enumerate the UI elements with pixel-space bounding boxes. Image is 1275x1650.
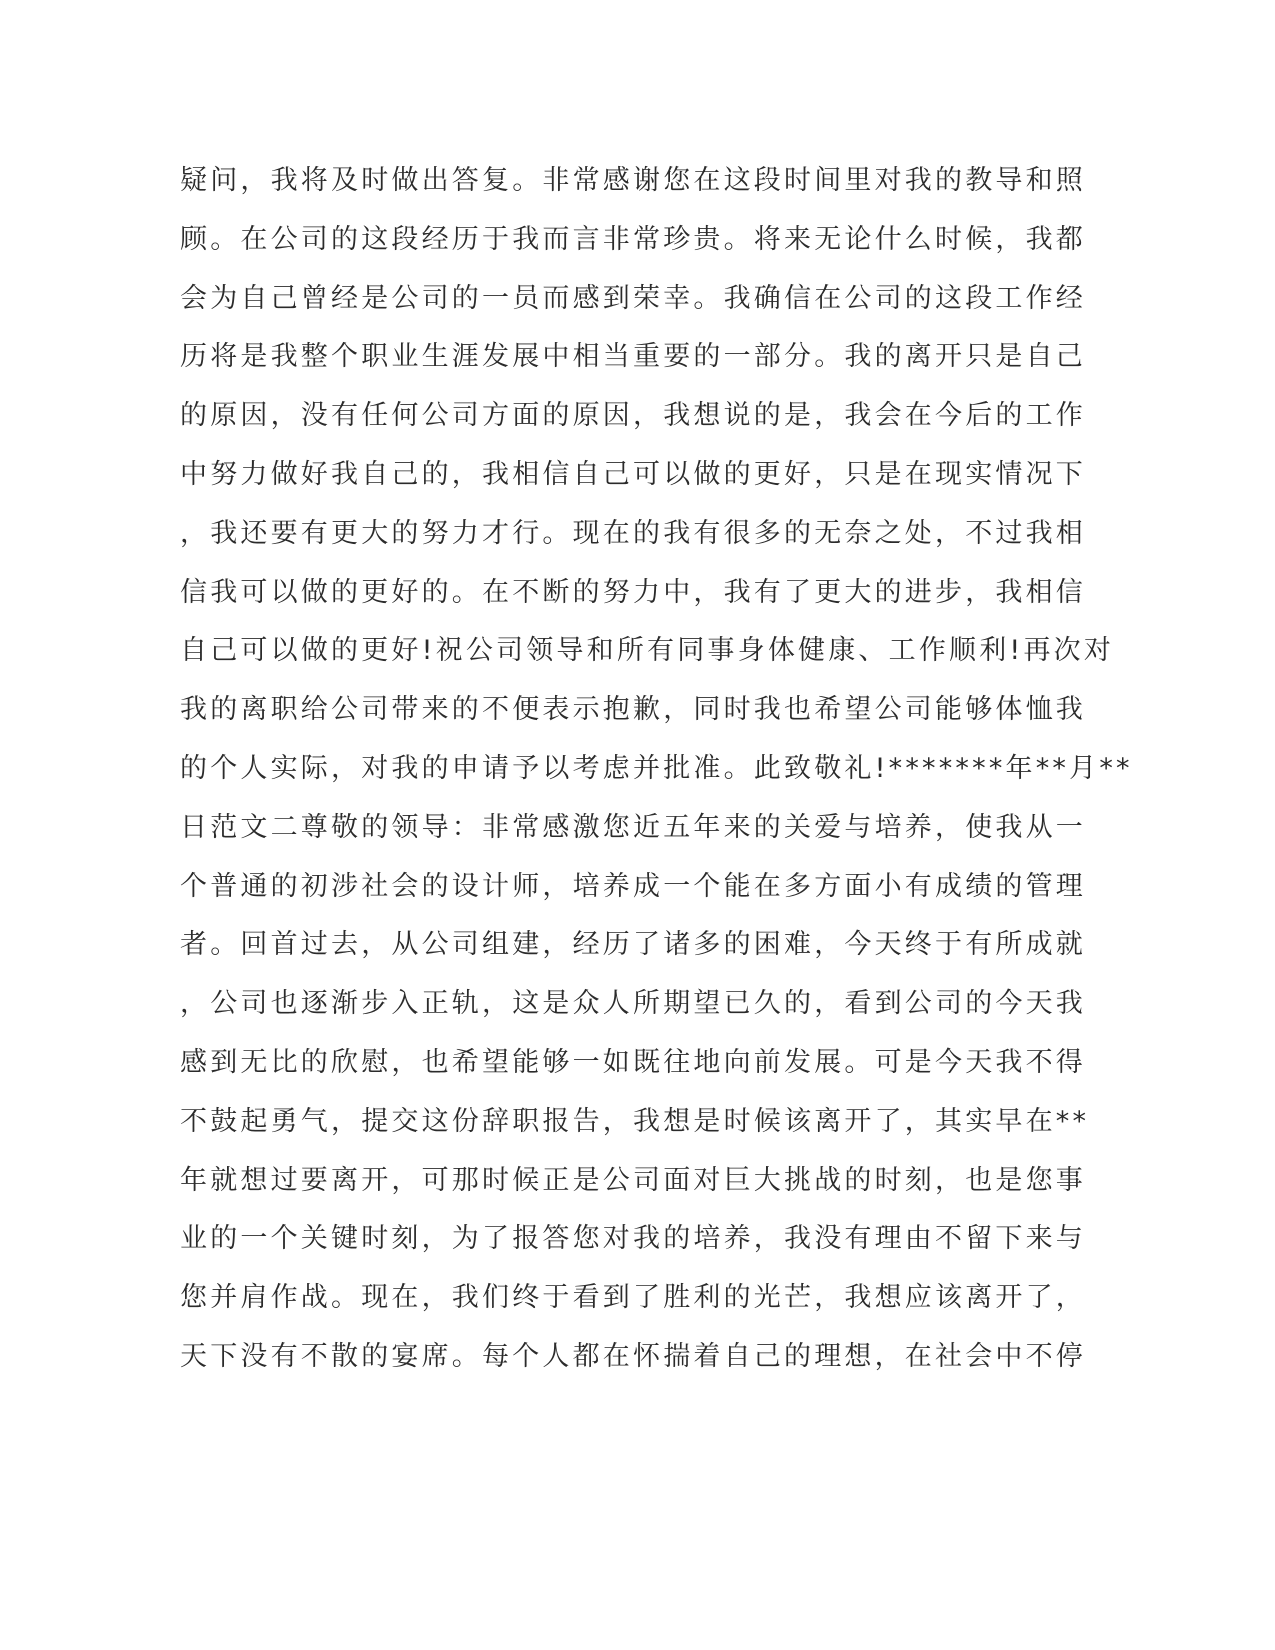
text-line: 会为自己曾经是公司的一员而感到荣幸。我确信在公司的这段工作经 (180, 282, 1086, 314)
text-line: 顾。在公司的这段经历于我而言非常珍贵。将来无论什么时候，我都 (180, 223, 1086, 255)
text-line: 者。回首过去，从公司组建，经历了诸多的困难，今天终于有所成就 (180, 929, 1086, 961)
text-line: 感到无比的欣慰，也希望能够一如既往地向前发展。可是今天我不得 (180, 1046, 1086, 1078)
text-line: 业的一个关键时刻，为了报答您对我的培养，我没有理由不留下来与 (180, 1223, 1086, 1255)
text-line: 疑问，我将及时做出答复。非常感谢您在这段时间里对我的教导和照 (180, 165, 1086, 196)
text-line: ，公司也逐渐步入正轨，这是众人所期望已久的，看到公司的今天我 (180, 988, 1086, 1020)
text-line: 我的离职给公司带来的不便表示抱歉，同时我也希望公司能够体恤我 (180, 694, 1086, 726)
body-text (180, 152, 1133, 1387)
text-line: 天下没有不散的宴席。每个人都在怀揣着自己的理想，在社会中不停 (180, 1340, 1086, 1372)
text-line: 您并肩作战。现在，我们终于看到了胜利的光芒，我想应该离开了， (180, 1282, 1086, 1314)
text-line: 日范文二尊敬的领导：非常感激您近五年来的关爱与培养，使我从一 (180, 811, 1086, 843)
text-line: 自己可以做的更好!祝公司领导和所有同事身体健康、工作顺利!再次对 (180, 635, 1115, 667)
text-line: 年就想过要离开，可那时候正是公司面对巨大挑战的时刻，也是您事 (180, 1164, 1086, 1196)
text-line: 个普通的初涉社会的设计师，培养成一个能在多方面小有成绩的管理 (180, 870, 1086, 902)
text-line: ，我还要有更大的努力才行。现在的我有很多的无奈之处，不过我相 (180, 517, 1086, 549)
text-line: 信我可以做的更好的。在不断的努力中，我有了更大的进步，我相信 (180, 576, 1086, 608)
text-line: 的个人实际，对我的申请予以考虑并批准。此致敬礼!*******年**月** (180, 752, 1133, 784)
text-line: 不鼓起勇气，提交这份辞职报告，我想是时候该离开了，其实早在** (180, 1105, 1090, 1137)
text-line: 历将是我整个职业生涯发展中相当重要的一部分。我的离开只是自己 (180, 341, 1086, 373)
text-line: 的原因，没有任何公司方面的原因，我想说的是，我会在今后的工作 (180, 400, 1086, 432)
text-line: 中努力做好我自己的，我相信自己可以做的更好，只是在现实情况下 (180, 458, 1086, 490)
